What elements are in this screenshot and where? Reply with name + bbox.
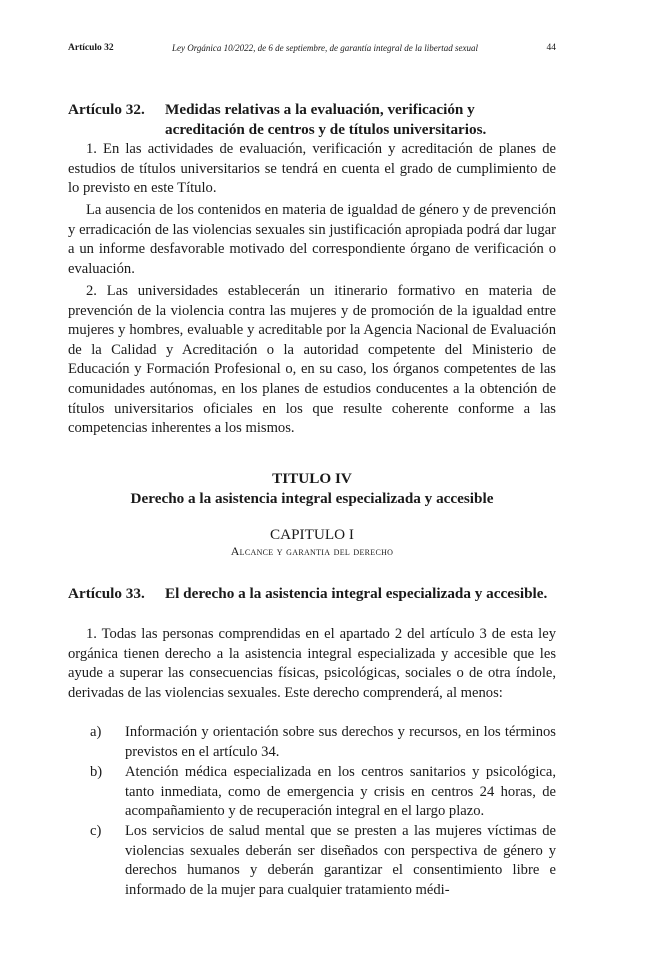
list-item-text: Atención médica especializada en los centros sanitarios y psicológica, tanto inmediata, como de emergencia y crisis en centros 24 horas, de acompañamiento y de recuperación integral en el largo plazo.	[125, 764, 556, 820]
titulo-label: TITULO IV	[272, 470, 352, 487]
titulo-subtitle: Derecho a la asistencia integral especializada y accesible	[130, 490, 494, 507]
list-item-marker: b)	[90, 764, 103, 780]
article-32-title: Medidas relativas a la evaluación, verificación y acreditación de centros y de títulos universitarios.	[165, 101, 487, 138]
list-item	[68, 822, 556, 900]
list-item-text: Información y orientación sobre sus derechos y recursos, en los términos previstos en el artículo 34.	[125, 724, 556, 760]
list-item-text: Los servicios de salud mental que se presten a las mujeres víctimas de violencias sexuales deberán ser diseñados con perspectiva de género y derechos humanos y deberán garantizar el consentimiento libre e informado de la mujer para cualquier tratamiento médi-	[125, 823, 556, 898]
article-33-heading	[68, 584, 556, 604]
capitulo-label: CAPITULO I	[270, 526, 354, 543]
article-33-number: Artículo 33.	[68, 585, 145, 602]
article-33-title: El derecho a la asistencia integral especializada y accesible.	[165, 585, 548, 602]
article-32-paragraph-1: 1. En las actividades de evaluación, verificación y acreditación de planes de estudios de títulos universitarios se tendrá en cuenta el grado de cumplimiento de lo previsto en este Título.	[68, 141, 556, 197]
header-law-title: Ley Orgánica 10/2022, de 6 de septiembre, de garantía integral de la libertad sexual	[172, 43, 479, 53]
list-item-marker: a)	[90, 724, 102, 740]
article-32-paragraph-3: 2. Las universidades establecerán un itinerario formativo en materia de prevención de la violencia contra las mujeres y de promoción de la igualdad entre mujeres y hombres, evaluable y acreditable por la Agencia Nacional de Evaluación de la Calidad y Acreditación o la autoridad competente del Ministerio de Educación y Formación Profesional o, en su caso, los órganos competentes de las comunidades autónomas, en los planes de estudios conducentes a la obtención de títulos universitarios oficiales en los que resulte coherente conforme a las competencias inherentes a los mismos.	[68, 283, 556, 437]
running-header	[68, 43, 556, 59]
page-number: 44	[546, 43, 556, 53]
list-item	[68, 723, 556, 762]
article-32-number: Artículo 32.	[68, 101, 145, 118]
article-32-paragraph-2: La ausencia de los contenidos en materia de igualdad de género y de prevención y erradicación de las violencias sexuales sin justificación apropiada podrá dar lugar a un informe desfavorable motivado del correspondiente órgano de verificación o evaluación.	[68, 202, 556, 277]
header-article-ref: Artículo 32	[68, 43, 114, 53]
article-32-heading	[68, 100, 556, 140]
list-item	[68, 763, 556, 822]
list-item-marker: c)	[90, 823, 102, 839]
article-33-paragraph-1: 1. Todas las personas comprendidas en el apartado 2 del artículo 3 de esta ley orgánica tienen derecho a la asistencia integral especializada y accesible que les ayude a superar las consecuencias físicas, psicológicas, sociales o de otra índole, derivadas de las violencias sexuales. Este derecho comprenderá, al menos:	[68, 626, 556, 701]
capitulo-subtitle: Alcance y garantia del derecho	[230, 544, 394, 558]
